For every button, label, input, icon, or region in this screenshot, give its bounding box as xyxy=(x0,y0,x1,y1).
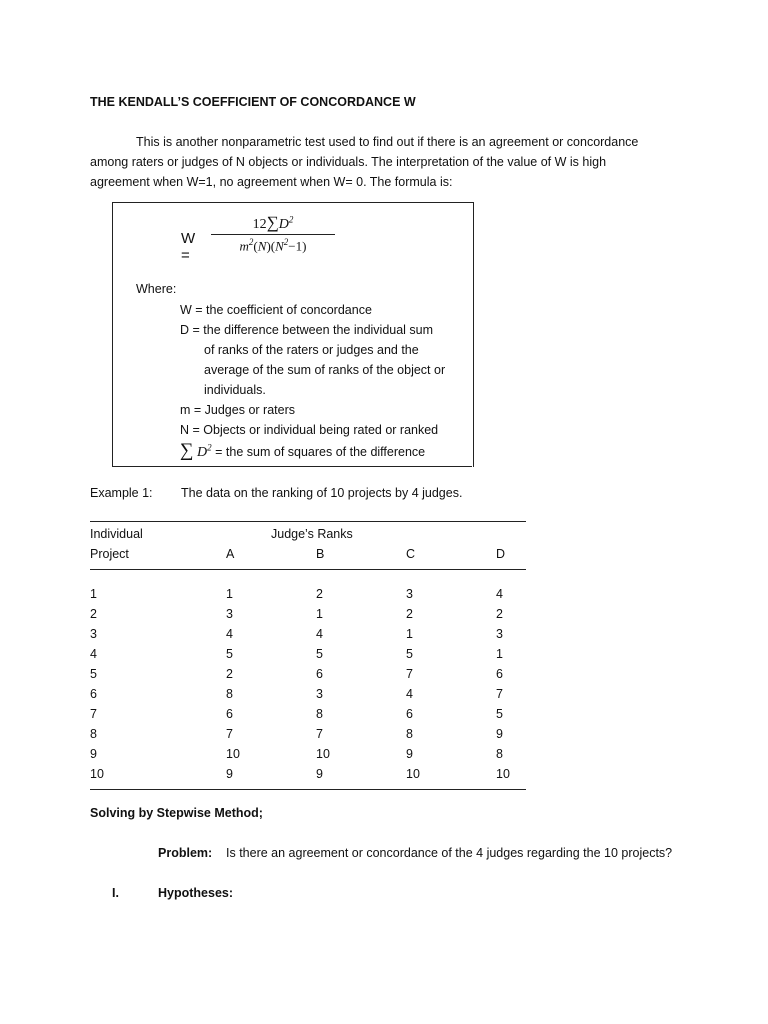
w-definition: W = the coefficient of concordance xyxy=(180,303,372,317)
project-number-cell: 1 xyxy=(90,587,97,601)
rank-cell: 7 xyxy=(496,687,503,701)
rank-cell: 3 xyxy=(316,687,323,701)
rank-cell: 6 xyxy=(316,667,323,681)
header-project: Project xyxy=(90,547,129,561)
formula-lhs: W = xyxy=(181,230,196,264)
rank-cell: 2 xyxy=(406,607,413,621)
rank-cell: 8 xyxy=(496,747,503,761)
sum-symbol: ∑ $D^2$ xyxy=(180,440,212,461)
table-bottom-rule xyxy=(90,789,526,790)
d-definition-cont-1: of ranks of the raters or judges and the xyxy=(204,343,419,357)
intro-line-3: agreement when W=1, no agreement when W= 0. The formula is: xyxy=(90,175,453,189)
sum-squares-definition: ∑ $D^2$ = the sum of squares of the difference xyxy=(180,440,426,461)
header-judges-ranks: Judge’s Ranks xyxy=(271,527,353,541)
rank-cell: 4 xyxy=(226,627,233,641)
rank-cell: 8 xyxy=(406,727,413,741)
intro-line-1: This is another nonparametric test used to find out if there is an agreement or concordance xyxy=(136,135,639,149)
rank-cell: 3 xyxy=(406,587,413,601)
rank-cell: 10 xyxy=(316,747,330,761)
rank-cell: 6 xyxy=(226,707,233,721)
sigma-icon: ∑ xyxy=(266,213,279,232)
project-number-cell: 2 xyxy=(90,607,97,621)
header-col-a: A xyxy=(226,547,235,561)
project-number-cell: 8 xyxy=(90,727,97,741)
header-col-b: B xyxy=(316,547,325,561)
m-definition: m = Judges or raters xyxy=(180,403,295,417)
rank-cell: 1 xyxy=(406,627,413,641)
rank-cell: 9 xyxy=(316,767,323,781)
formula-denominator: $m^2(N)(N^2-1)$ xyxy=(239,237,307,254)
project-number-cell: 6 xyxy=(90,687,97,701)
rank-cell: 7 xyxy=(406,667,413,681)
rank-cell: 6 xyxy=(406,707,413,721)
rank-cell: 4 xyxy=(406,687,413,701)
rank-cell: 9 xyxy=(496,727,503,741)
project-number-cell: 10 xyxy=(90,767,104,781)
where-label: Where: xyxy=(136,282,177,296)
rank-cell: 9 xyxy=(406,747,413,761)
rank-cell: 3 xyxy=(496,627,503,641)
rank-cell: 4 xyxy=(496,587,503,601)
rank-cell: 2 xyxy=(496,607,503,621)
intro-line-2: among raters or judges of N objects or individuals. The interpretation of the value of W is high xyxy=(90,155,607,169)
rank-cell: 10 xyxy=(496,767,510,781)
d-definition: D = the difference between the individual sum xyxy=(180,323,434,337)
document-title: THE KENDALL’S COEFFICIENT OF CONCORDANCE W xyxy=(90,95,416,109)
rank-cell: 5 xyxy=(406,647,413,661)
formula-box-bottom-rule xyxy=(112,466,472,467)
rank-cell: 8 xyxy=(316,707,323,721)
header-individual: Individual xyxy=(90,527,143,541)
project-number-cell: 7 xyxy=(90,707,97,721)
hypotheses-heading: Hypotheses: xyxy=(158,886,234,900)
rank-cell: 5 xyxy=(496,707,503,721)
header-col-d: D xyxy=(496,547,506,561)
example-label: Example 1: xyxy=(90,486,153,500)
formula-numerator: $12\sum D^2$ xyxy=(252,213,294,232)
project-number-cell: 9 xyxy=(90,747,97,761)
rank-cell: 2 xyxy=(226,667,233,681)
rank-cell: 1 xyxy=(316,607,323,621)
rank-cell: 8 xyxy=(226,687,233,701)
rank-cell: 6 xyxy=(496,667,503,681)
rank-cell: 10 xyxy=(226,747,240,761)
project-number-cell: 5 xyxy=(90,667,97,681)
intro-paragraph xyxy=(90,132,677,192)
project-number-cell: 4 xyxy=(90,647,97,661)
header-col-c: C xyxy=(406,547,416,561)
rank-cell: 1 xyxy=(496,647,503,661)
rank-cell: 5 xyxy=(226,647,233,661)
d-definition-cont-3: individuals. xyxy=(204,383,266,397)
problem-statement: Is there an agreement or concordance of the 4 judges regarding the 10 projects? xyxy=(226,846,673,860)
rank-cell: 9 xyxy=(226,767,233,781)
d-definition-cont-2: average of the sum of ranks of the object or xyxy=(204,363,446,377)
table-header-rule xyxy=(90,569,526,570)
rank-cell: 5 xyxy=(316,647,323,661)
rank-cell: 4 xyxy=(316,627,323,641)
example-description: The data on the ranking of 10 projects by 4 judges. xyxy=(181,486,463,500)
stepwise-heading: Solving by Stepwise Method; xyxy=(90,806,263,820)
rank-cell: 7 xyxy=(316,727,323,741)
rank-cell: 7 xyxy=(226,727,233,741)
table-top-rule xyxy=(90,521,526,522)
rank-cell: 2 xyxy=(316,587,323,601)
sigma-icon: ∑ xyxy=(180,440,194,461)
rank-cell: 10 xyxy=(406,767,420,781)
fraction-bar xyxy=(211,234,335,235)
rank-cell: 1 xyxy=(226,587,233,601)
problem-label: Problem: xyxy=(158,846,213,860)
n-definition: N = Objects or individual being rated or ranked xyxy=(180,423,439,437)
project-number-cell: 3 xyxy=(90,627,97,641)
formula-fraction xyxy=(211,213,335,254)
rank-cell: 3 xyxy=(226,607,233,621)
section-numeral: I. xyxy=(112,886,119,900)
